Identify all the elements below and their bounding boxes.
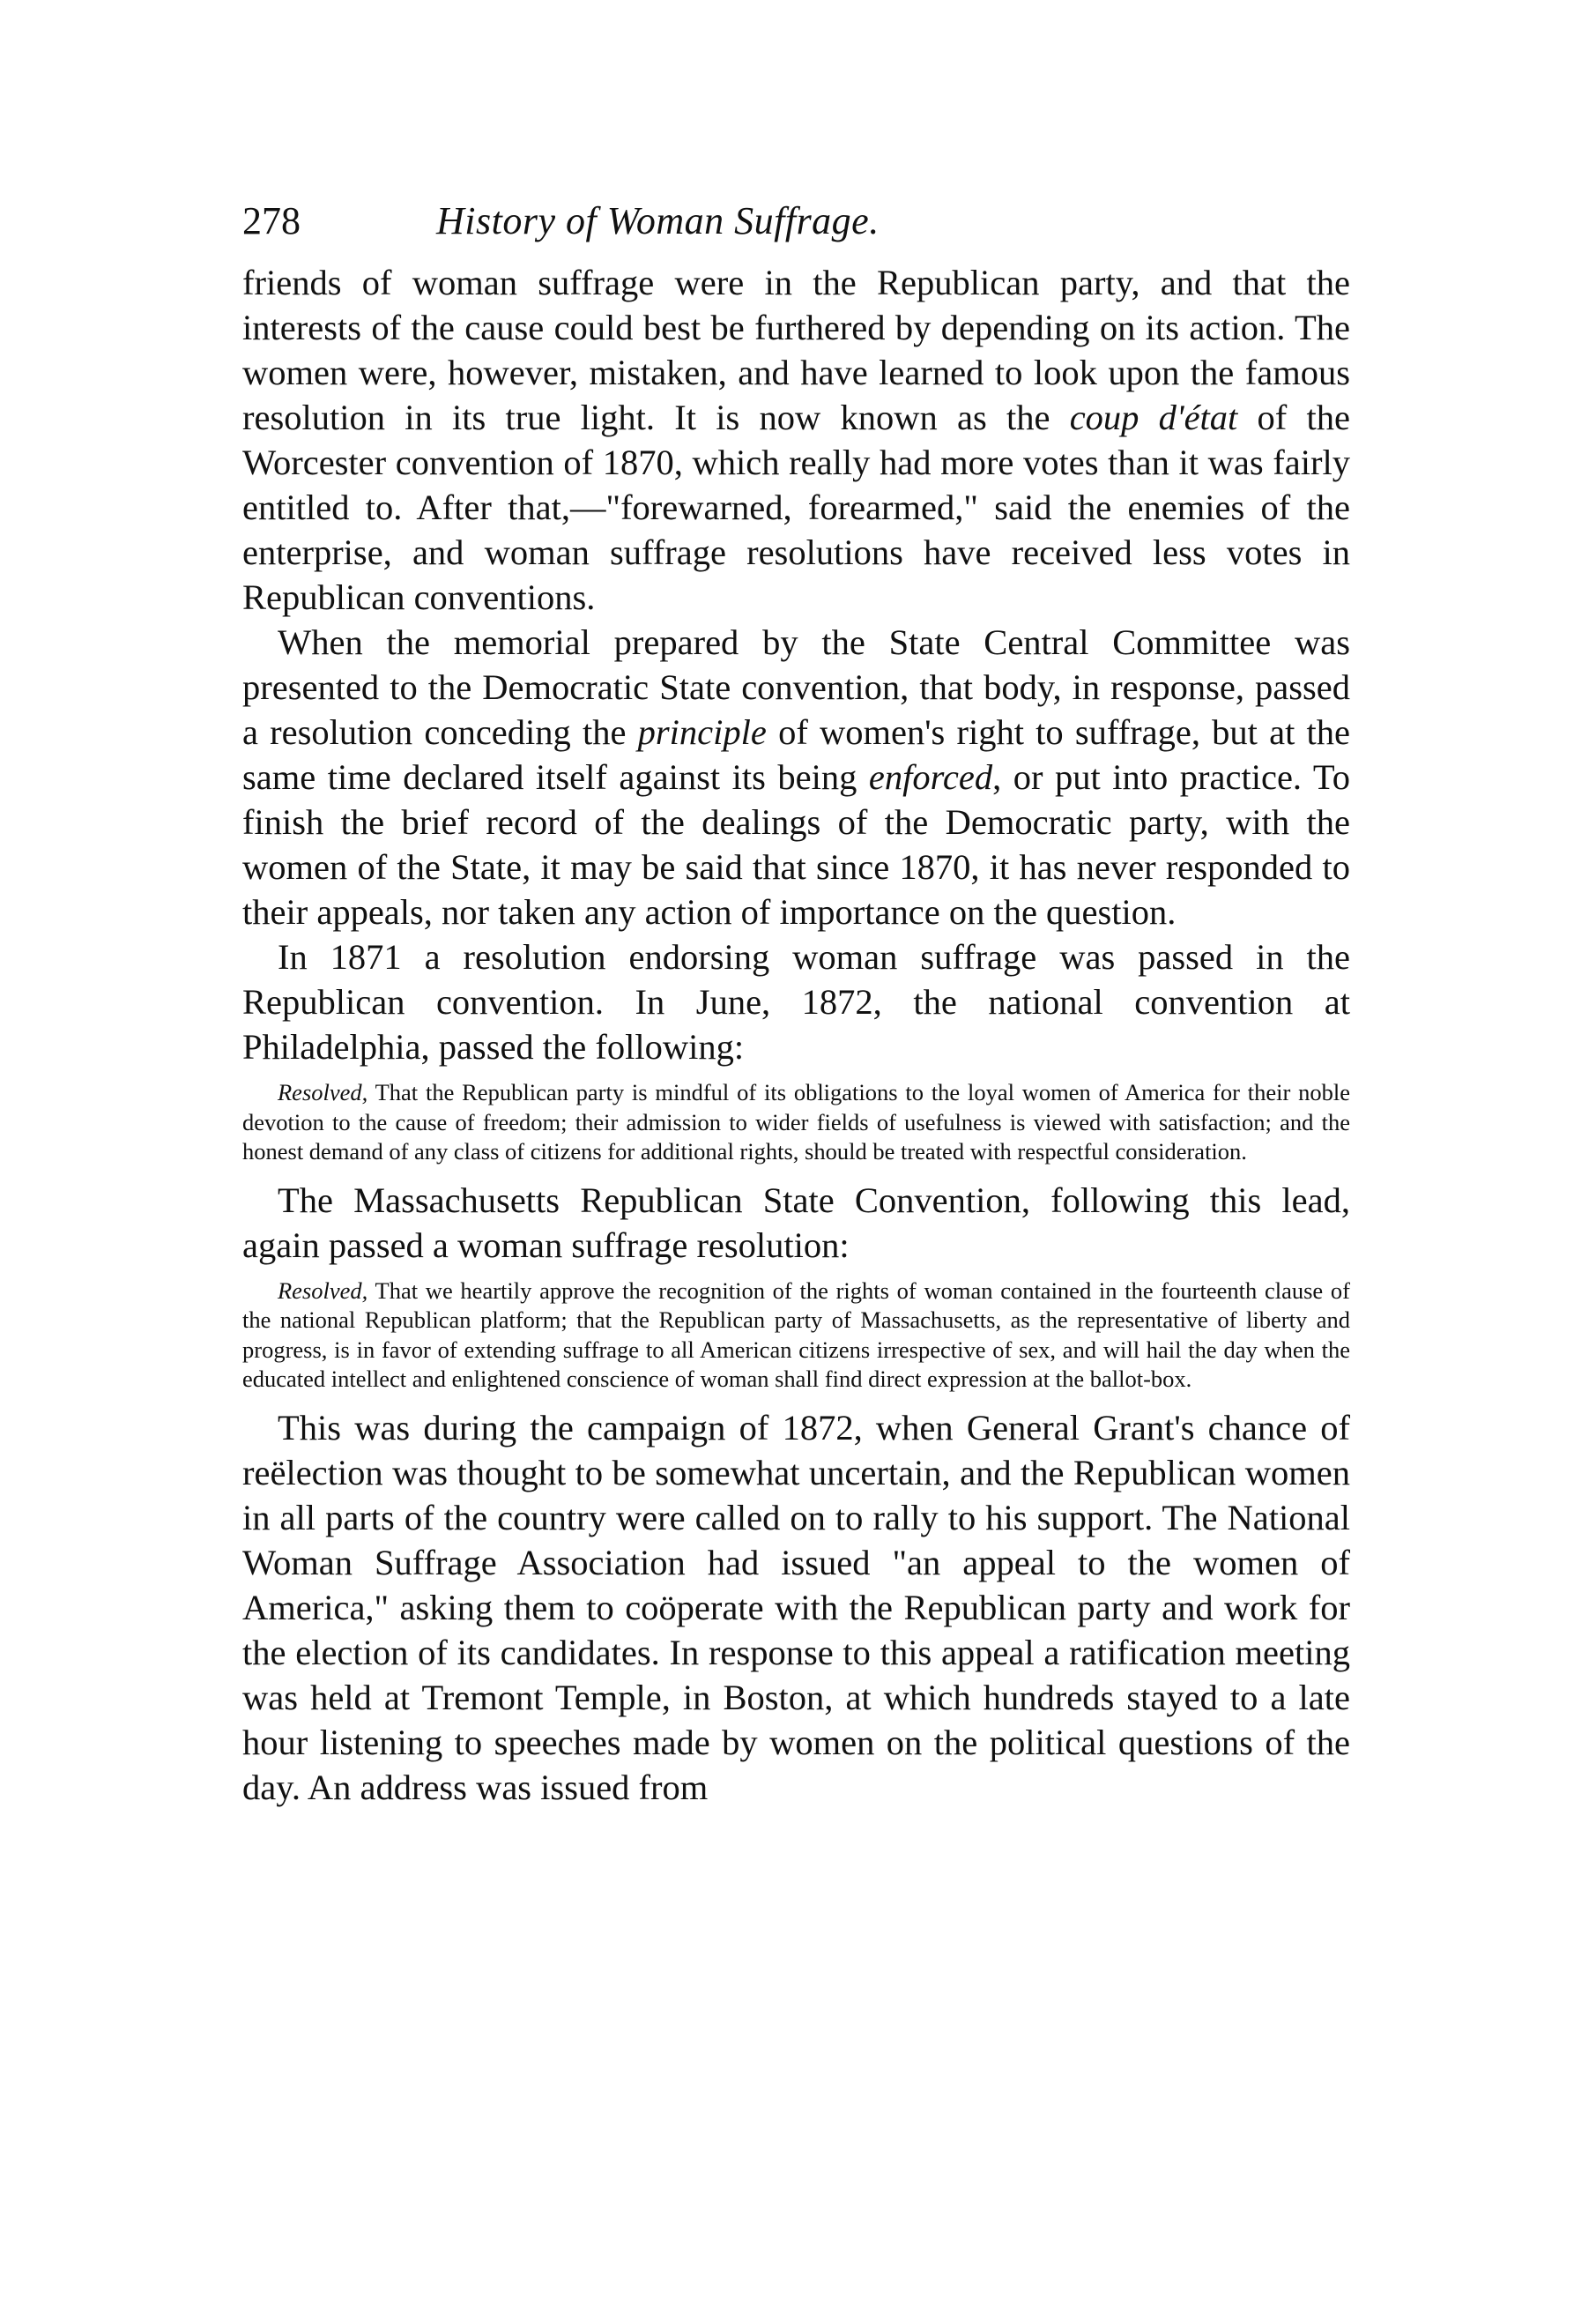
italic-phrase: principle — [637, 712, 767, 752]
paragraph-democratic: When the memorial prepared by the State Central Committee was presented to the Democratic State convention, that body, in response, passed a resolution conceding the principle of women's right to suffrage, but at the same time declared itself against its being enforced, or put into practice. To finish the brief record of the dealings of the Democratic party, with the women of the State, it may be said that since 1870, it has never responded to their appeals, nor taken any action of importance on the question. — [242, 622, 1350, 932]
resolution-quote-massachusetts: Resolved, That we heartily approve the recognition of the rights of woman contained in the fourteenth clause of the national Republican platform; that the Republican party of Massachusetts, as the representative of liberty and progress, is in favor of extending suffrage to all American citizens irrespective of sex, and will hail the day when the educated intellect and enlightened conscience of woman shall find direct expression at the ballot-box. — [242, 1276, 1350, 1392]
page-number: 278 — [242, 199, 301, 242]
paragraph-1871: In 1871 a resolution endorsing woman suffrage was passed in the Republican convention. In June, 1872, the national convention at Philadelphia, passed the following: — [242, 937, 1350, 1067]
paragraph-continuation: friends of woman suffrage were in the Republican party, and that the interests of the cause could best be furthered by depending on its action. The women were, however, mistaken, and have learned to look upon the famous resolution in its true light. It is now known as the coup d'état of the Worcester convention of 1870, which really had more votes than it was fairly entitled to. After that,—"forewarned, forearmed," said the enemies of the enterprise, and woman suffrage resolutions have received less votes in Republican conventions. — [242, 263, 1350, 617]
book-page — [242, 198, 1350, 1810]
resolution-quote-national: Resolved, That the Republican party is mindful of its obligations to the loyal women of America for their noble devotion to the cause of freedom; their admission to wider fields of usefulness is viewed with satisfaction; and the honest demand of any class of citizens for additional rights, should be treated with respectful consideration. — [242, 1079, 1350, 1165]
paragraph-campaign-1872: This was during the campaign of 1872, when General Grant's chance of reëlection was thought to be somewhat uncertain, and the Republican women in all parts of the country were called on to rally to his support. The National Woman Suffrage Association had issued "an appeal to the women of America," asking them to coöperate with the Republican party and work for the election of its candidates. In response to this appeal a ratification meeting was held at Tremont Temple, in Boston, at which hundreds stayed to a late hour listening to speeches made by women on the political questions of the day. An address was issued from — [242, 1407, 1350, 1807]
body-text — [242, 1405, 1350, 1810]
body-text — [242, 260, 1350, 1069]
running-title: History of Woman Suffrage. — [436, 199, 880, 242]
running-head — [242, 198, 1350, 260]
paragraph-massachusetts: The Massachusetts Republican State Convention, following this lead, again passed a woman suffrage resolution: — [242, 1180, 1350, 1265]
italic-phrase: coup d'état — [1069, 398, 1238, 437]
italic-phrase: enforced — [868, 757, 993, 797]
body-text — [242, 1178, 1350, 1268]
